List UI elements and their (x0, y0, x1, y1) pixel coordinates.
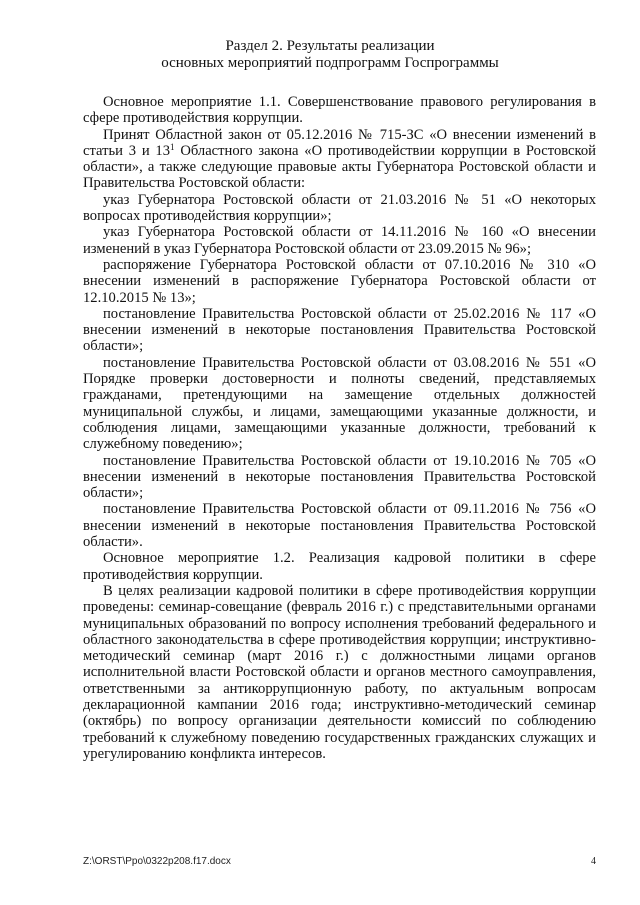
paragraph-decree-160: указ Губернатора Ростовской области от 14.11.2016 № 160 «О внесении изменений в указ Губернатора Ростовской области от 23.09.2015 № 96»; (83, 224, 596, 257)
section-heading-line-1: Раздел 2. Результаты реализации (225, 38, 435, 54)
paragraph-resolution-551: постановление Правительства Ростовской области от 03.08.2016 № 551 «О Порядке проверки достоверности и полноты сведений, представляемых гражданами, претендующими на замещение отдельных должностей муниципальной службы, и лицами, замещающими указанные должности, и соблюдения лицами, замещающими указанные должности, требований к служебному поведению»; (83, 354, 596, 453)
law-text-end: Областного закона «О противодействии коррупции в Ростовской области», а также следующие правовые акты Губернатора Ростовской области и Правительства Ростовской области: (83, 142, 596, 192)
footer-page-number: 4 (591, 856, 596, 867)
paragraph-law-adopted (83, 127, 596, 192)
law-text-start: Принят Областной закон от 05.12.2016 № 715-ЗС «О внесении изменений в статьи 3 и 13 (83, 126, 596, 159)
paragraph-resolution-756: постановление Правительства Ростовской области от 09.11.2016 № 756 «О внесении изменений в некоторые постановления Правительства Ростовской области». (83, 501, 596, 551)
footer-file-path: Z:\ORST\Ppo\0322p208.f17.docx (83, 856, 231, 867)
paragraph-resolution-117: постановление Правительства Ростовской области от 25.02.2016 № 117 «О внесении изменений в некоторые постановления Правительства Ростовской области»; (83, 305, 596, 355)
paragraph-measure-1-2: Основное мероприятие 1.2. Реализация кадровой политики в сфере противодействия коррупции. (83, 550, 596, 583)
paragraph-decree-51: указ Губернатора Ростовской области от 21.03.2016 № 51 «О некоторых вопросах противодействия коррупции»; (83, 191, 596, 225)
superscript-number: 1 (170, 141, 175, 152)
paragraph-order-310: распоряжение Губернатора Ростовской области от 07.10.2016 № 310 «О внесении изменений в распоряжение Губернатора Ростовской области от 12.10.2015 № 13»; (83, 256, 596, 306)
section-heading-line-2: основных мероприятий подпрограмм Госпрограммы (161, 55, 499, 71)
paragraph-personnel-policy: В целях реализации кадровой политики в сфере противодействия коррупции проведены: семинар-совещание (февраль 2016 г.) с представительными органами муниципальных образований по вопросу исполнения требований федерального и областного законодательства в сфере противодействия коррупции; инструктивно-методический семинар (март 2016 г.) с должностными лицами органов исполнительной власти Ростовской области и органов местного самоуправления, ответственными за антикоррупционную работу, по актуальным вопросам декларационной кампании 2016 года; инструктивно-методический семинар (октябрь) по вопросу организации деятельности комиссий по соблюдению требований к служебному поведению государственных гражданских служащих и урегулированию конфликта интересов. (83, 582, 596, 762)
section-heading (60, 38, 600, 72)
paragraph-measure-1-1: Основное мероприятие 1.1. Совершенствование правового регулирования в сфере противодействия коррупции. (83, 94, 596, 127)
document-body (83, 94, 596, 762)
paragraph-resolution-705: постановление Правительства Ростовской области от 19.10.2016 № 705 «О внесении изменений в некоторые постановления Правительства Ростовской области»; (83, 452, 596, 502)
